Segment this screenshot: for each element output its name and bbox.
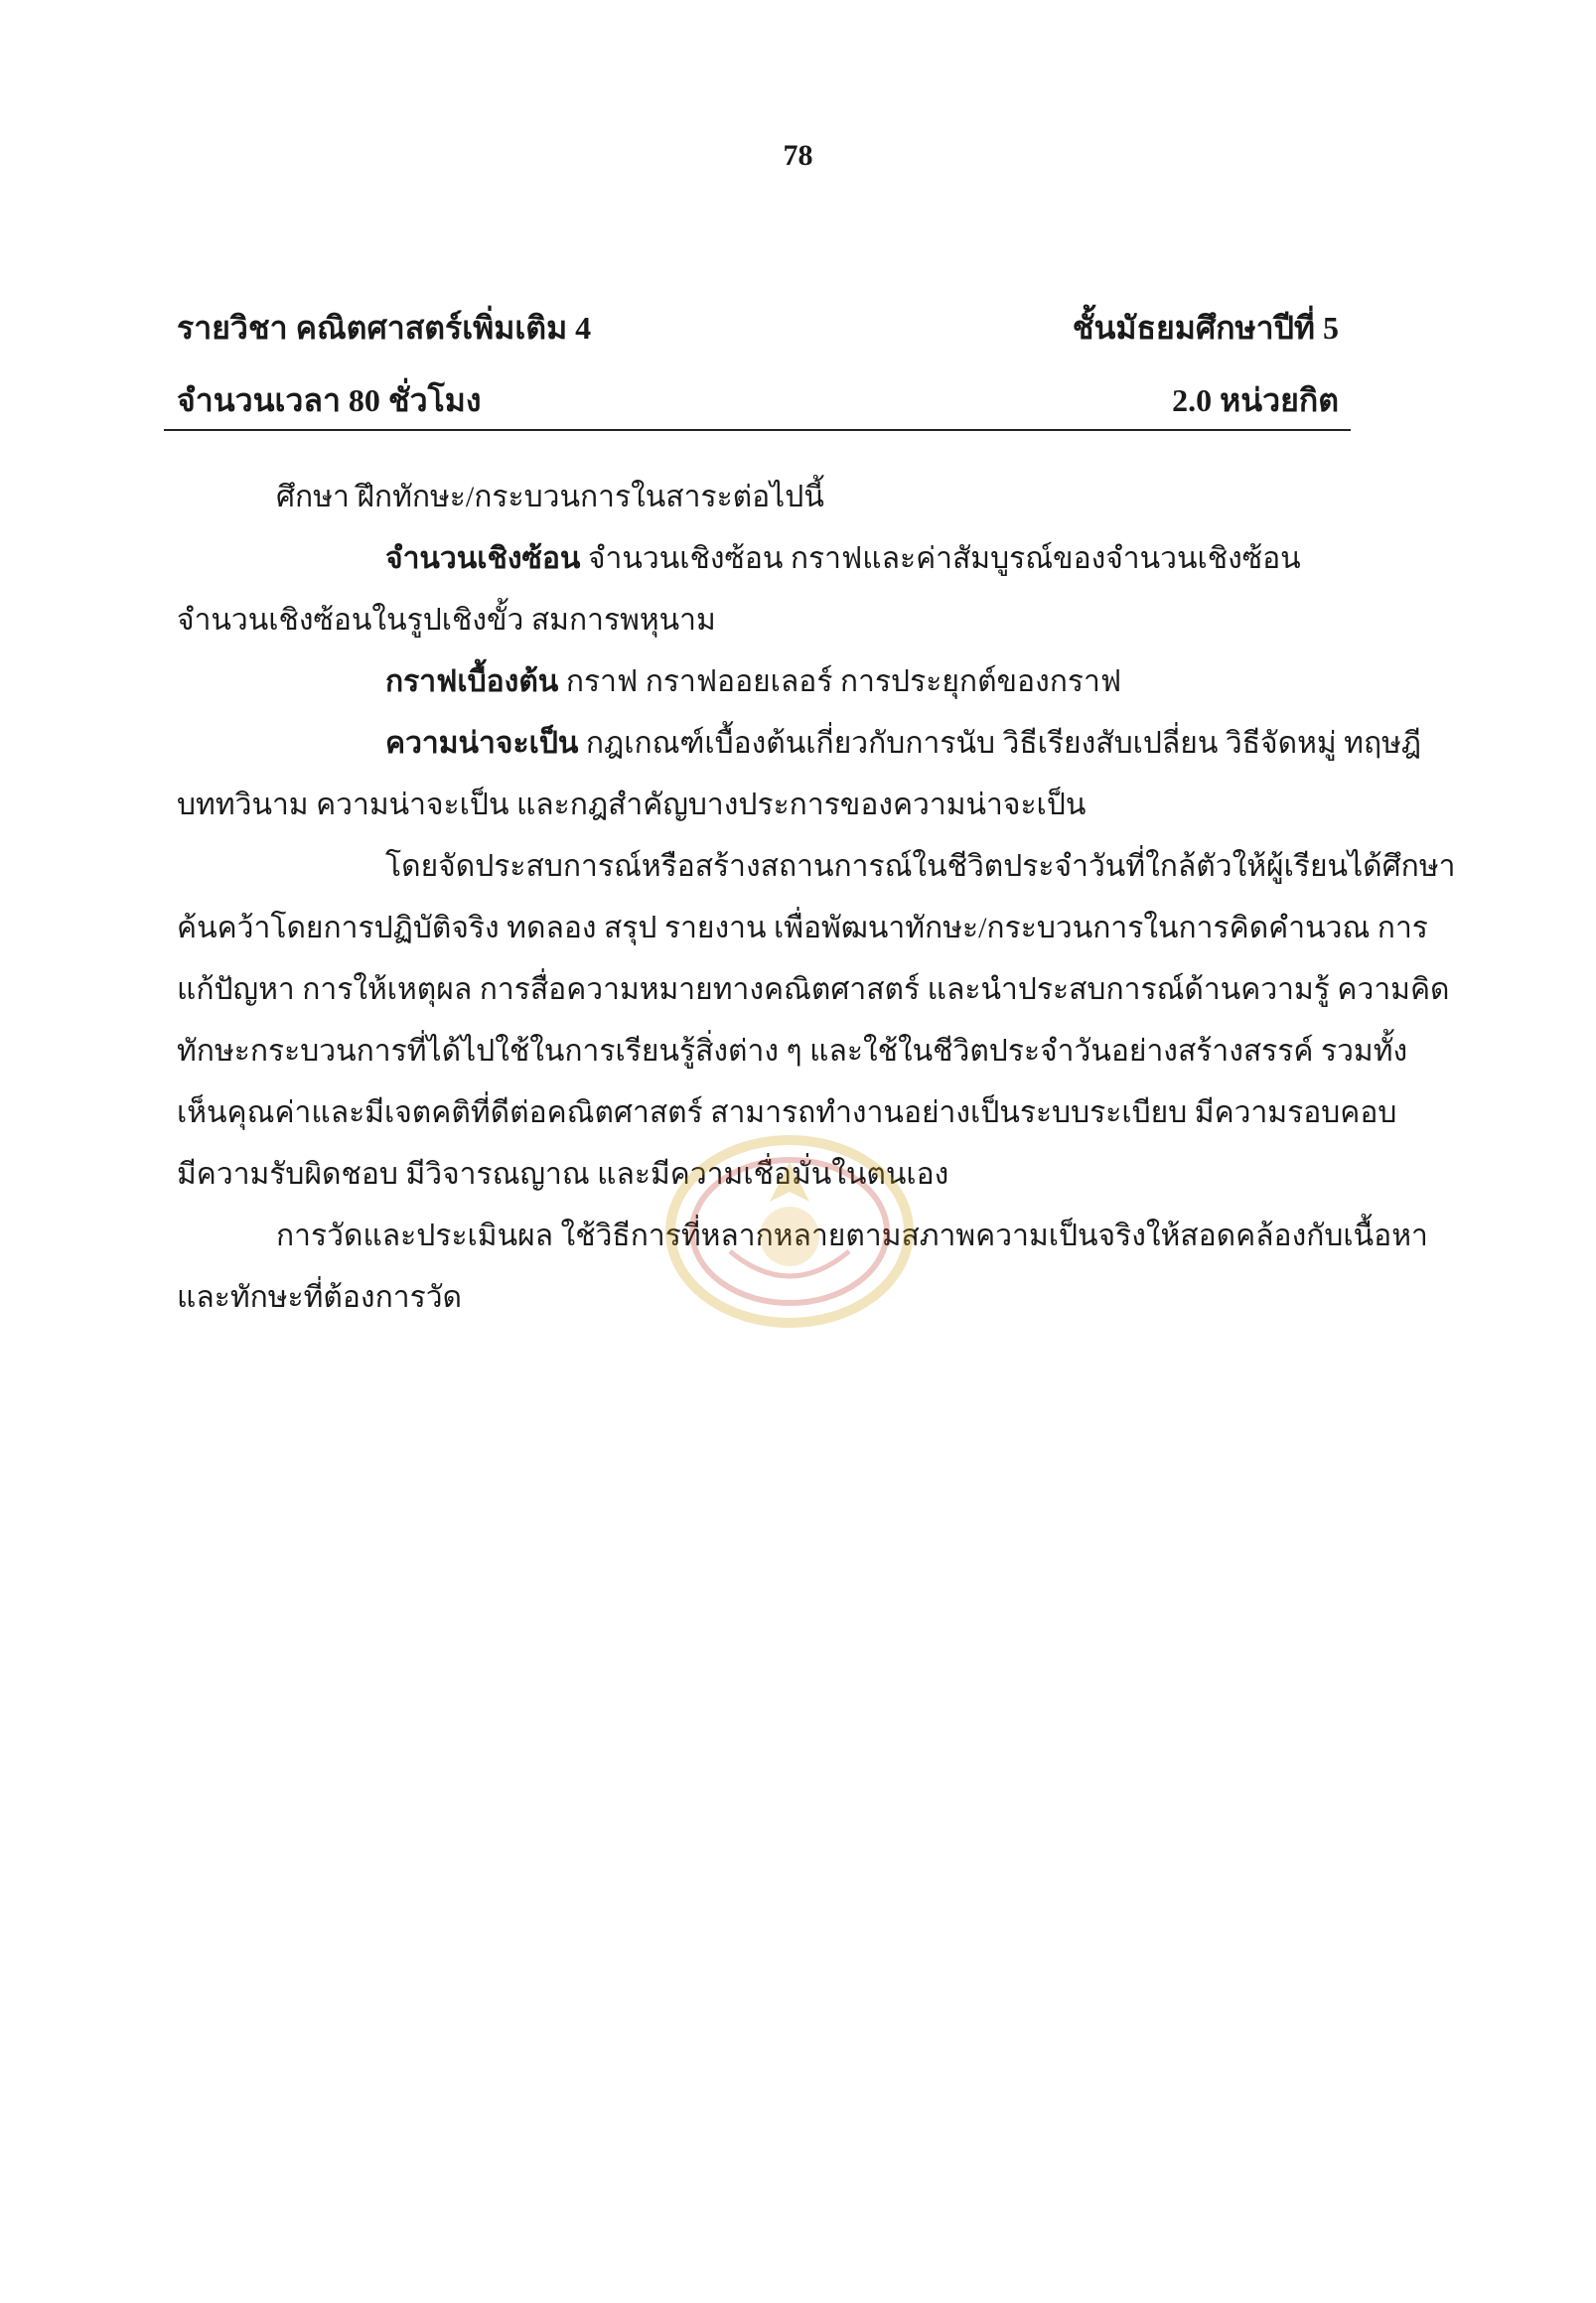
credit-units: 2.0 หน่วยกิต: [1172, 382, 1339, 418]
grade-level: ชั้นมัธยมศึกษาปีที่ 5: [1072, 310, 1339, 346]
graph-heading: กราฟเบื้องต้น: [385, 665, 559, 698]
header-row-subject: [177, 303, 1339, 354]
probability-line: [177, 713, 1422, 775]
complex-numbers-heading: จำนวนเชิงซ้อน: [385, 542, 581, 575]
evaluation-line-1: การวัดและประเมินผล ใช้วิธีการที่หลากหลายตามสภาพความเป็นจริงให้สอดคล้องกับเนื้อหา: [276, 1220, 1428, 1252]
method-line-4: ทักษะกระบวนการที่ได้ไปใช้ในการเรียนรู้สิ่งต่าง ๆ และใช้ในชีวิตประจำวันอย่างสร้างสรรค์ รวมทั้ง: [177, 1035, 1408, 1068]
intro-line: ศึกษา ฝึกทักษะ/กระบวนการในสาระต่อไปนี้: [276, 481, 824, 513]
study-hours: จำนวนเวลา 80 ชั่วโมง: [177, 382, 482, 418]
complex-numbers-text: จำนวนเชิงซ้อน กราฟและค่าสัมบูรณ์ของจำนวนเชิงซ้อน: [580, 542, 1301, 575]
graph-line: [177, 651, 1398, 713]
complex-numbers-continued: จำนวนเชิงซ้อนในรูปเชิงขั้ว สมการพหุนาม: [177, 604, 716, 637]
subject-title: รายวิชา คณิตศาสตร์เพิ่มเติม 4: [177, 310, 592, 346]
method-line-3: แก้ปัญหา การให้เหตุผล การสื่อความหมายทางคณิตศาสตร์ และนำประสบการณ์ด้านความรู้ ความคิด: [177, 973, 1450, 1006]
probability-text: กฎเกณฑ์เบื้องต้นเกี่ยวกับการนับ วิธีเรียงสับเปลี่ยน วิธีจัดหมู่ ทฤษฎี: [578, 727, 1422, 760]
probability-heading: ความน่าจะเป็น: [385, 727, 579, 760]
header-row-hours: [177, 375, 1339, 426]
evaluation-line-2: และทักษะที่ต้องการวัด: [177, 1281, 463, 1314]
course-description: [177, 467, 1456, 1329]
method-line-1: โดยจัดประสบการณ์หรือสร้างสถานการณ์ในชีวิตประจำวันที่ใกล้ตัวให้ผู้เรียนได้ศึกษา: [385, 850, 1456, 883]
header-divider: [164, 429, 1351, 431]
page-number: 78: [783, 139, 813, 172]
method-line-5: เห็นคุณค่าและมีเจตคติที่ดีต่อคณิตศาสตร์ สามารถทำงานอย่างเป็นระบบระเบียบ มีความรอบคอบ: [177, 1096, 1397, 1129]
method-line-2: ค้นคว้าโดยการปฏิบัติจริง ทดลอง สรุป รายงาน เพื่อพัฒนาทักษะ/กระบวนการในการคิดคำนวณ การ: [177, 912, 1428, 944]
graph-text: กราฟ กราฟออยเลอร์ การประยุกต์ของกราฟ: [558, 665, 1122, 698]
probability-continued: บททวินาม ความน่าจะเป็น และกฎสำคัญบางประการของความน่าจะเป็น: [177, 789, 1087, 821]
complex-numbers-line: [177, 528, 1398, 590]
method-line-6: มีความรับผิดชอบ มีวิจารณญาณ และมีความเชื่อมั่นในตนเอง: [177, 1158, 949, 1191]
